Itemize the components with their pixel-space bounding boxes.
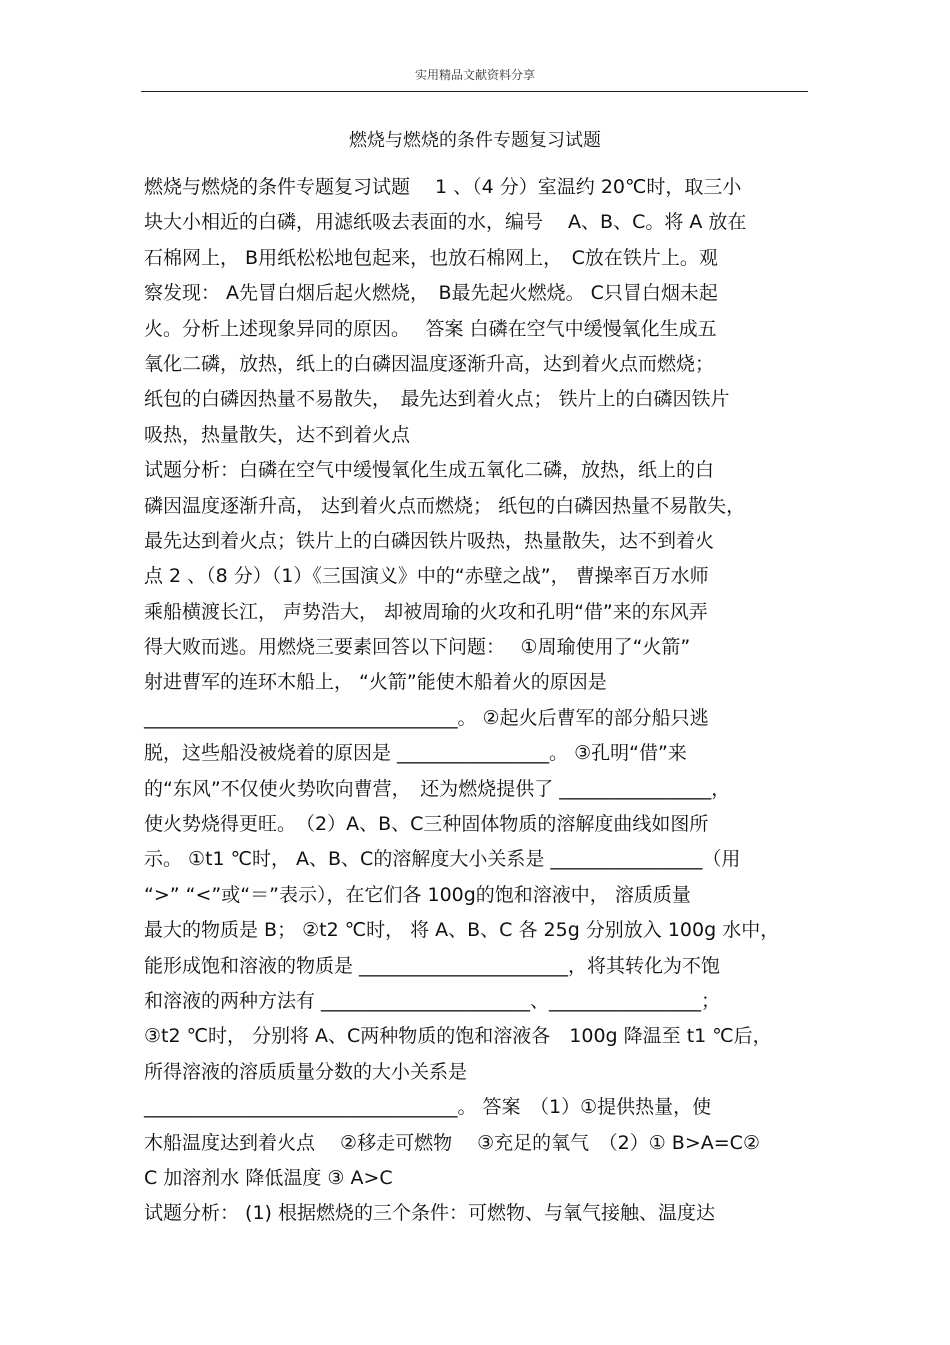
body-line: 木船温度达到着火点 ②移走可燃物 ③充足的氧气 （2）① B>A=C② [144,1131,760,1154]
body-line: _________________________________。 答案 （1）①提供热量，使 [144,1096,712,1119]
document-body [144,170,814,1232]
body-line: 能形成饱和溶液的物质是 ______________________，将其转化为不饱 [144,954,721,977]
body-line: 块大小相近的白磷，用滤纸吸去表面的水，编号 A、B、C。将 A 放在 [144,211,747,234]
body-line: _________________________________。 ②起火后曹军的部分船只逃 [144,706,709,729]
body-line: 火。分析上述现象异同的原因。 答案 白磷在空气中缓慢氧化生成五 [144,317,717,340]
body-line: 的“东风”不仅使火势吹向曹营， 还为燃烧提供了 ________________， [144,777,731,800]
body-line: C 加溶剂水 降低温度 ③ A>C [144,1166,393,1189]
body-line: ③t2 ℃时， 分别将 A、C两种物质的饱和溶液各 100g 降温至 t1 ℃后， [144,1025,772,1048]
body-line: 察发现： A先冒白烟后起火燃烧， B最先起火燃烧。 C只冒白烟未起 [144,282,718,305]
body-line: 所得溶液的溶质质量分数的大小关系是 [144,1060,468,1083]
body-line: 示。 ①t1 ℃时， A、B、C的溶解度大小关系是 ________________（用 [144,848,741,871]
body-line: 石棉网上， B用纸松松地包起来，也放石棉网上， C放在铁片上。观 [144,246,718,269]
body-line: “>” “<”或“＝”表示），在它们各 100g的饱和溶液中， 溶质质量 [144,883,691,906]
body-line: 使火势烧得更旺。 （2）A、B、C三种固体物质的溶解度曲线如图所 [144,813,709,836]
body-line: 最大的物质是 B； ②t2 ℃时， 将 A、B、C 各 25g 分别放入 100g 水中， [144,919,780,942]
page-header: 实用精品文献资料分享 [414,68,535,82]
header-divider [141,91,808,92]
body-line: 试题分析：白磷在空气中缓慢氧化生成五氧化二磷，放热，纸上的白 [144,459,715,482]
body-line: 试题分析： (1) 根据燃烧的三个条件：可燃物、与氧气接触、温度达 [144,1202,715,1225]
body-line: 点 2 、（8 分）（1）《三国演义》中的“赤壁之战”， 曹操率百万水师 [144,565,709,588]
body-line: 和溶液的两种方法有 ______________________、________________； [144,989,721,1012]
body-line: 最先达到着火点；铁片上的白磷因铁片吸热，热量散失，达不到着火 [144,529,715,552]
body-line: 吸热，热量散失，达不到着火点 [144,423,411,446]
body-line: 纸包的白磷因热量不易散失， 最先达到着火点； 铁片上的白磷因铁片 [144,388,730,411]
body-line: 射进曹军的连环木船上， “火箭”能使木船着火的原因是 [144,671,607,694]
body-line: 磷因温度逐渐升高， 达到着火点而燃烧； 纸包的白磷因热量不易散失， [144,494,746,517]
body-line: 燃烧与燃烧的条件专题复习试题 1 、（4 分）室温约 20℃时，取三小 [144,176,742,198]
body-line: 氧化二磷，放热，纸上的白磷因温度逐渐升高，达到着火点而燃烧； [144,352,715,375]
body-line: 脱，这些船没被烧着的原因是 ________________。 ③孔明“借”来 [144,742,687,765]
body-line: 乘船横渡长江， 声势浩大， 却被周瑜的火攻和孔明“借”来的东风弄 [144,600,708,623]
body-line: 得大败而逃。用燃烧三要素回答以下问题： ①周瑜使用了“火箭” [144,636,691,659]
document-title: 燃烧与燃烧的条件专题复习试题 [349,130,601,151]
